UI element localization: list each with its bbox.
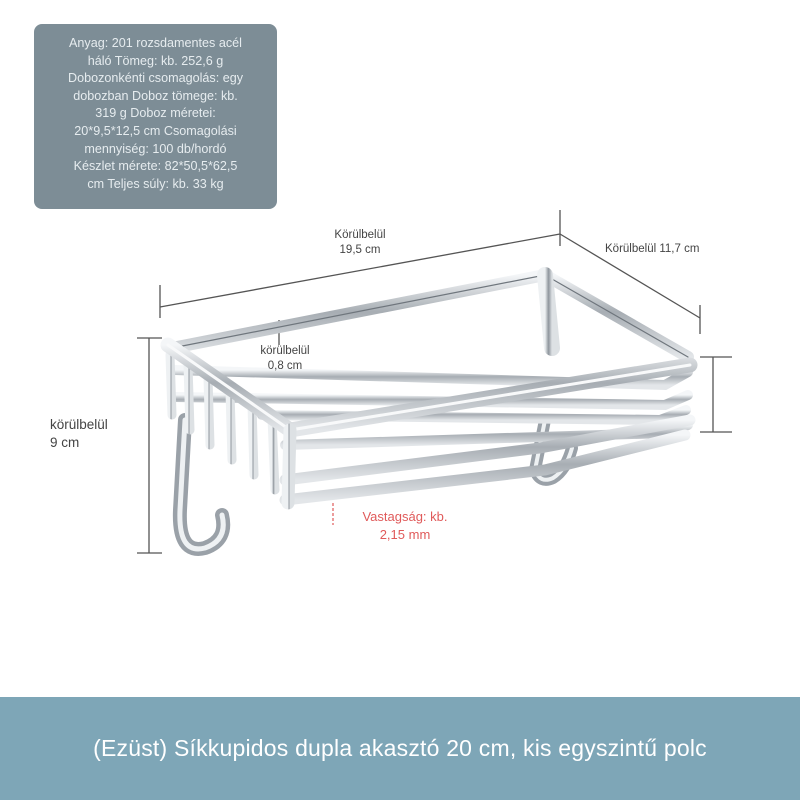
spec-line: háló Tömeg: kb. 252,6 g [87, 53, 224, 68]
thickness-line2: 2,15 mm [379, 527, 431, 542]
width-dimension-label [312, 228, 408, 258]
thickness-line1: Vastagság: kb. [362, 509, 448, 524]
width-line2: 19,5 cm [339, 244, 381, 256]
depth-dimension-label: Körülbelül 11,7 cm [605, 243, 700, 255]
height-line1: körülbelül [50, 417, 108, 432]
spec-line: cm Teljes súly: kb. 33 kg [87, 176, 224, 191]
thickness-dimension-label [340, 508, 470, 544]
bottom-title-band [0, 697, 800, 800]
height-dimension-label [50, 416, 140, 452]
spec-line: Dobozonkénti csomagolás: egy [67, 71, 243, 86]
width-line1: Körülbelül [334, 229, 386, 241]
spec-line: mennyiség: 100 db/hordó [84, 141, 227, 156]
wire-dimension-label [245, 344, 325, 374]
left-hook [180, 420, 223, 549]
spec-line: 20*9,5*12,5 cm Csomagolási [74, 123, 237, 138]
spec-line: Anyag: 201 rozsdamentes acél [69, 36, 242, 50]
spec-line: dobozban Doboz tömege: kb. [73, 88, 238, 103]
product-title: (Ezüst) Síkkupidos dupla akasztó 20 cm, kis egyszintű polc [93, 735, 707, 761]
height-line2: 9 cm [50, 435, 80, 450]
spec-line: Készlet mérete: 82*50,5*62,5 [73, 159, 238, 174]
spec-line: 319 g Doboz méretei: [95, 106, 216, 121]
wire-line1: körülbelül [260, 345, 310, 357]
wire-line2: 0,8 cm [267, 360, 303, 372]
